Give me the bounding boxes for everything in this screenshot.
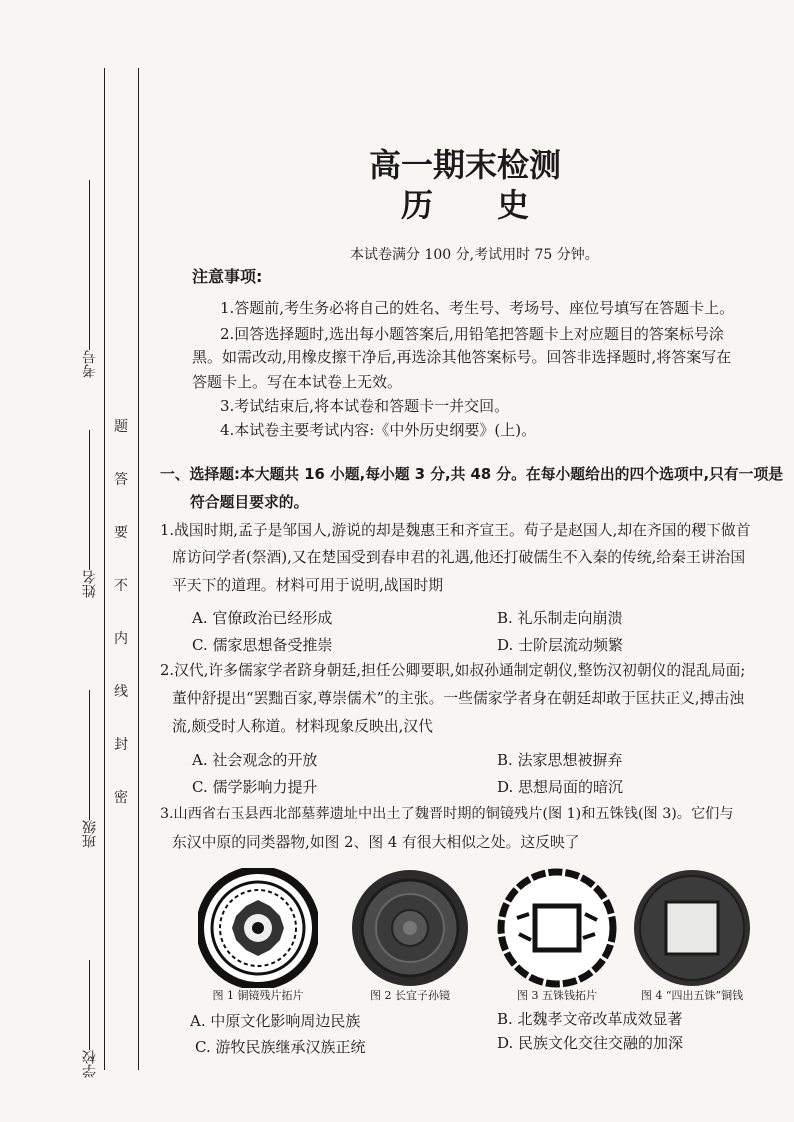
section-heading: 一、选择题:本大题共 16 小题,每小题 3 分,共 48 分。在每小题给出的四个选项中,只有一项是 [160, 466, 784, 483]
name-label: 姓名 [82, 570, 98, 598]
question-1-option-b[interactable]: B. 礼乐制走向崩溃 [497, 609, 623, 627]
name-field[interactable] [80, 430, 100, 598]
seal-line-warning [114, 420, 130, 806]
seal-char: 不 [114, 578, 128, 594]
notice-line: 黑。如需改动,用橡皮擦干净后,再选涂其他答案标号。回答非选择题时,将答案写在 [192, 348, 732, 366]
question-2-stem: 流,颇受时人称道。材料现象反映出,汉代 [172, 718, 433, 735]
question-2-option-b[interactable]: B. 法家思想被摒弃 [497, 751, 623, 769]
seal-char: 题 [114, 419, 128, 435]
question-1-stem: 1.战国时期,孟子是邹国人,游说的却是魏惠王和齐宣王。荀子是赵国人,却在齐国的稷下做首 [160, 522, 751, 539]
question-1-option-d[interactable]: D. 士阶层流动频繁 [497, 636, 624, 654]
subject-title: 历 史 [400, 186, 529, 224]
seal-char: 线 [114, 684, 128, 700]
figure-2-bronze-mirror [350, 868, 470, 988]
seal-char: 密 [114, 790, 128, 806]
question-2-stem: 董仲舒提出“罢黜百家,尊崇儒术”的主张。一些儒家学者身在朝廷却敢于匡扶正义,搏击浊 [172, 690, 745, 707]
notice-line: 1.答题前,考生务必将自己的姓名、考生号、考场号、座位号填写在答题卡上。 [220, 299, 735, 317]
question-2-option-d[interactable]: D. 思想局面的暗沉 [497, 778, 624, 796]
figure-1-caption: 图 1 铜镜残片拓片 [212, 989, 304, 1002]
school-field[interactable] [80, 960, 100, 1078]
notice-line: 4.本试卷主要考试内容:《中外历史纲要》(上)。 [220, 421, 537, 439]
question-3-option-d[interactable]: D. 民族文化交往交融的加深 [497, 1034, 684, 1052]
seal-char: 封 [114, 737, 128, 753]
question-2-option-a[interactable]: A. 社会观念的开放 [192, 751, 318, 769]
figure-4-coin [632, 868, 752, 988]
question-3-option-c[interactable]: C. 游牧民族继承汉族正统 [195, 1038, 366, 1056]
figure-3-caption: 图 3 五铢钱拓片 [517, 989, 597, 1002]
class-field[interactable] [80, 690, 100, 848]
notice-line: 答题卡上。写在本试卷上无效。 [192, 373, 403, 391]
question-2-option-c[interactable]: C. 儒学影响力提升 [192, 778, 318, 796]
section-heading-cont: 符合题目要求的。 [190, 494, 309, 511]
question-1-option-a[interactable]: A. 官僚政治已经形成 [192, 609, 333, 627]
exam-title: 高一期末检测 [368, 146, 561, 184]
exam-info: 本试卷满分 100 分,考试用时 75 分钟。 [350, 247, 599, 263]
question-3-stem: 东汉中原的同类器物,如图 2、图 4 有很大相似之处。这反映了 [172, 834, 580, 851]
figure-3-coin-rubbing [497, 868, 617, 988]
seal-char: 答 [114, 472, 128, 488]
question-3-option-b[interactable]: B. 北魏孝文帝改革成效显著 [497, 1010, 683, 1028]
seal-char: 要 [114, 525, 128, 541]
exam-number-label: 考号 [82, 350, 98, 378]
question-1-stem: 席访问学者(祭酒),又在楚国受到春申君的礼遇,他还打破儒生不入秦的传统,给秦王讲治国 [172, 549, 746, 566]
seal-char: 内 [114, 631, 128, 647]
question-1-stem: 平天下的道理。材料可用于说明,战国时期 [172, 577, 444, 594]
question-1-option-c[interactable]: C. 儒家思想备受推崇 [192, 636, 333, 654]
question-3-stem: 3.山西省右玉县西北部墓葬遗址中出土了魏晋时期的铜镜残片(图 1)和五铢钱(图 3)。它们与 [160, 806, 734, 822]
notice-line: 2.回答选择题时,选出每小题答案后,用铅笔把答题卡上对应题目的答案标号涂 [220, 325, 724, 343]
class-label: 班级 [82, 820, 98, 848]
figure-2-caption: 图 2 长宜子孙镜 [370, 989, 450, 1002]
question-2-stem: 2.汉代,许多儒家学者跻身朝廷,担任公卿要职,如叔孙通制定朝仪,整饬汉初朝仪的混乱局面; [160, 662, 746, 679]
figure-4-caption: 图 4 “四出五铢”铜钱 [640, 989, 744, 1002]
question-3-option-a[interactable]: A. 中原文化影响周边民族 [190, 1012, 361, 1030]
notice-line: 3.考试结束后,将本试卷和答题卡一并交回。 [220, 397, 510, 415]
notice-heading: 注意事项: [192, 267, 263, 286]
figure-1-mirror-rubbing [198, 868, 318, 988]
school-label: 学校 [82, 1050, 98, 1078]
